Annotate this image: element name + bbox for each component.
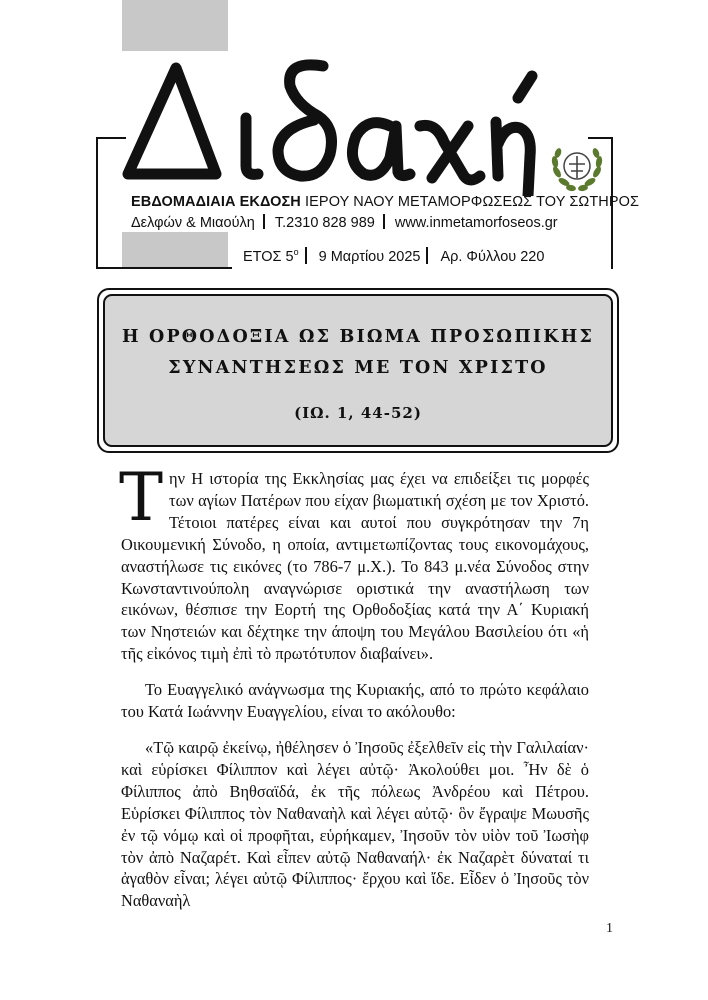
issue-info	[243, 247, 544, 265]
drop-cap: Τ	[119, 459, 164, 536]
page-number: 1	[606, 921, 613, 936]
separator	[305, 247, 307, 264]
laurel-cross-emblem-icon	[549, 142, 605, 194]
masthead-line1	[131, 194, 639, 210]
header-gray-block	[122, 232, 228, 269]
separator	[383, 214, 385, 229]
publisher-name: ΙΕΡΟΥ ΝΑΟΥ ΜΕΤΑΜΟΡΦΩΣΕΩΣ ΤΟΥ ΣΩΤΗΡΟΣ	[305, 194, 640, 210]
website-link[interactable]: www.inmetamorfoseos.gr	[394, 215, 558, 231]
article-body	[119, 459, 589, 912]
publication-type: ΕΒΔΟΜΑΔΙΑΙΑ ΕΚΔΟΣΗ	[131, 194, 301, 210]
year-label: ΕΤΟΣ $5^o$	[243, 247, 299, 265]
separator	[426, 247, 428, 264]
issue-date: 9 Μαρτίου 2025	[318, 249, 421, 265]
title-line-2: ΣΥΝΑΝΤΗΣΕΩΣ ΜΕ ΤΟΝ ΧΡΙΣΤΟ	[168, 358, 548, 378]
title-line-1: Η ΟΡΘΟΔΟΞΙΑ ΩΣ ΒΙΩΜΑ ΠΡΟΣΩΠΙΚΗΣ	[121, 327, 595, 347]
sheet-number: Αρ. Φύλλου 220	[440, 249, 545, 265]
separator	[263, 214, 265, 229]
address: Δελφών & Μιαούλη	[131, 215, 255, 231]
article-title	[103, 322, 613, 384]
scripture-reference: (ΙΩ. 1, 44-52)	[294, 404, 422, 422]
didachi-logo	[118, 46, 538, 196]
masthead-frame-bottom	[96, 267, 232, 269]
masthead-line2	[131, 214, 558, 231]
paragraph: Το Ευαγγελικό ανάγνωσμα της Κυριακής, από το πρώτο κεφάλαιο του Κατά Ιωάννην Ευαγγελίου, είναι το ακόλουθο:	[121, 680, 589, 722]
phone: Τ.2310 828 989	[274, 215, 375, 231]
paragraph: Την Η ιστορία της Εκκλησίας μας έχει να επιδείξει τις μορφές των αγίων Πατέρων που είχαν βιωματική σχέση με τον Χριστό. Τέτοιοι πατέρες είναι και αυτοί που συγκρότησαν την 7η Οικουμενική Σύνοδο, η οποία, αντιμετωπίζοντας τους εικονομάχους, αναστήλωσε τις εικόνες (το 786-7 μ.Χ.). Το 843 μ.νέα Σύνοδος στην Κωνσταντινούπολη αναγνώρισε οριστικά την αναστήλωση των εικόνων, θέσπισε την Εορτή της Ορθοδοξίας κατά την Α΄ Κυριακή των Νηστειών και δέχτηκε την άποψη του Μεγάλου Βασιλείου ότι «ἡ τῆς εἰκόνος τιμὴ ἐπὶ τὸ πρωτότυπον διαβαίνει».	[119, 459, 589, 664]
paragraph: «Τῷ καιρῷ ἐκείνῳ, ἠθέλησεν ὁ Ἰησοῦς ἐξελθεῖν εἰς τὴν Γαλιλαίαν· καὶ εὑρίσκει Φίλιππον καὶ λέγει αὐτῷ· Ἀκολούθει μοι. Ἦν δὲ ὁ Φίλιππος ἀπὸ Βηθσαϊδά, ἐκ τῆς πόλεως Ἀνδρέου καὶ Πέτρου. Εὑρίσκει Φίλιππος τὸν Ναθαναὴλ καὶ λέγει αὐτῷ· ὃν ἔγραψε Μωυσῆς ἐν τῷ νόμῳ καὶ οἱ προφῆται, εὑρήκαμεν, Ἰησοῦν τὸν υἱὸν τοῦ Ἰωσὴφ τὸν ἀπὸ Ναζαρέτ. Καὶ εἶπεν αὐτῷ Ναθαναήλ· ἐκ Ναζαρὲτ δύναταί τι ἀγαθὸν εἶναι; λέγει αὐτῷ Φίλιππος· ἔρχου καὶ ἴδε. Εἶδεν ὁ Ἰησοῦς τὸν Ναθαναὴλ	[121, 737, 589, 911]
header-gray-tab	[122, 0, 228, 51]
